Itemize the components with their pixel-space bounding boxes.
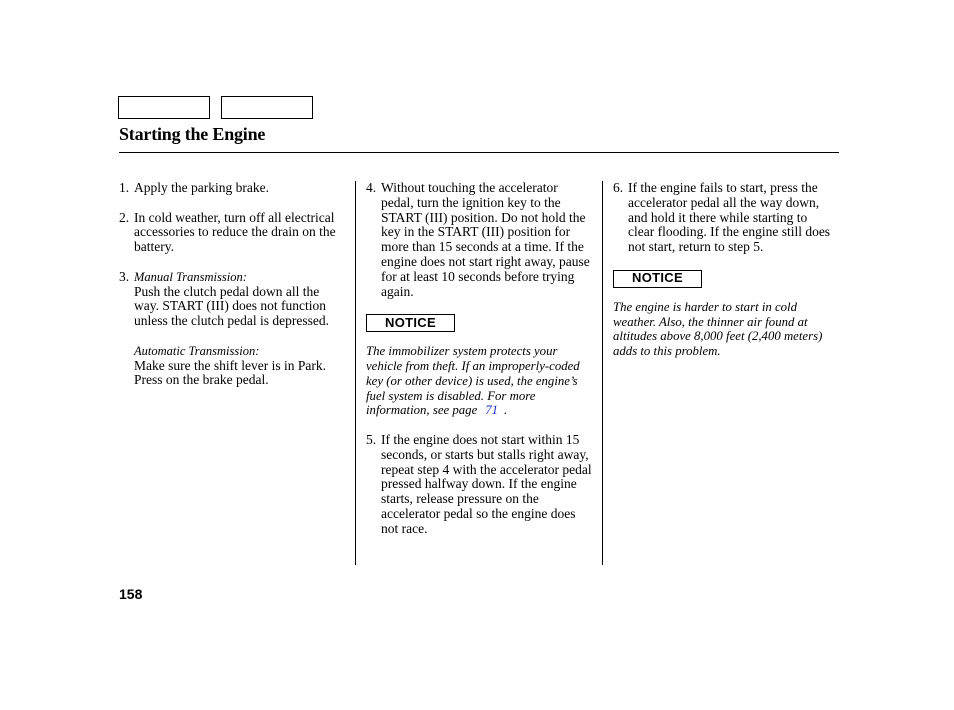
automatic-transmission-text: Make sure the shift lever is in Park. Press on the brake pedal. [134,357,326,388]
manual-transmission-label: Manual Transmission: [134,269,247,284]
step-text: Apply the parking brake. [134,180,269,195]
notice-body: The immobilizer system protects your vehicle from theft. If an improperly-coded key (or other device) is used, the engine’s fuel system is disabled. For more information, see page [366,344,580,418]
nav-next-button[interactable] [221,96,313,119]
step-6 [613,181,835,255]
notice-label: NOTICE [366,314,455,332]
step-number: 1. [119,180,130,195]
step-4 [366,181,592,299]
column-divider [602,181,603,565]
step-text: In cold weather, turn off all electrical accessories to reduce the drain on the battery. [134,209,336,255]
step-2 [119,211,347,255]
page-number: 158 [119,586,143,602]
column-3 [613,181,835,374]
automatic-transmission-label: Automatic Transmission: [134,343,260,358]
notice-suffix: . [504,403,508,418]
column-1 [119,181,347,403]
notice-text: The engine is harder to start in cold weather. Also, the thinner air found at altitudes above 8,000 feet (2,400 meters) adds to this problem. [613,299,823,359]
page-reference-link[interactable]: 71 [485,403,499,418]
column-divider [355,181,356,565]
step-number: 6. [613,180,624,195]
manual-transmission-text: Push the clutch pedal down all the way. START (III) does not function unless the clutch pedal is depressed. [134,283,329,329]
step-text: If the engine fails to start, press the accelerator pedal all the way down, and hold it there while starting to clear flooding. If the engine still does not start, return to step 5. [628,180,831,255]
step-number: 5. [366,431,377,447]
page-title: Starting the Engine [119,124,266,144]
step-5 [366,433,592,537]
step-number: 3. [119,268,130,284]
notice-text [366,344,592,418]
step-number: 4. [366,180,377,195]
step-number: 2. [119,209,130,225]
step-text: If the engine does not start within 15 seconds, or starts but stalls right away, repeat step 4 with the accelerator pedal pressed halfway down. If the engine starts, release pressure on the accelerator pedal so the engine does not race. [381,431,592,536]
notice-label: NOTICE [613,270,702,288]
step-text: Without touching the accelerator pedal, turn the ignition key to the START (III) position. Do not hold the key in the START (III) position for more than 15 seconds at a time. If the engine does not start right away, pause for at least 10 seconds before trying again. [381,180,590,299]
nav-previous-button[interactable] [118,96,210,119]
title-rule [119,152,839,153]
step-1 [119,181,347,196]
step-3 [119,270,347,388]
column-2 [366,181,592,551]
